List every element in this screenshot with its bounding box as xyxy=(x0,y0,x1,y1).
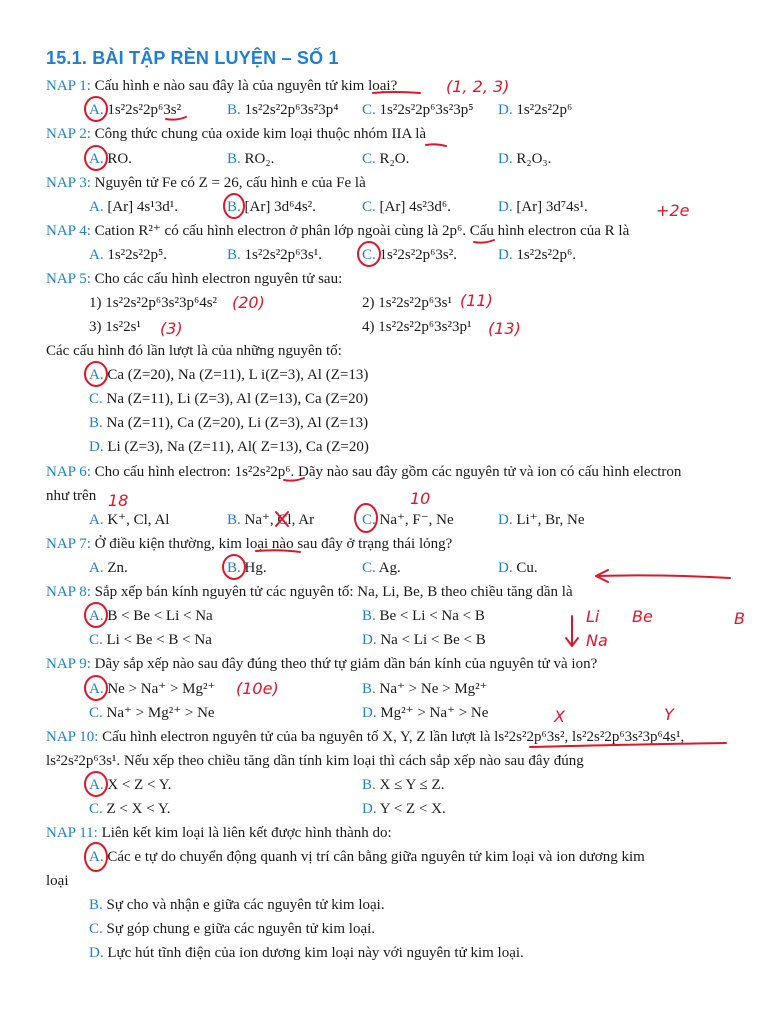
line-text: 1s²2s²2p⁶3s²3p⁵ xyxy=(375,102,474,118)
option-letter: D. xyxy=(362,705,377,721)
line-text: ls²2s²2p⁶3s¹. Nếu xếp theo chiều tăng dần tính kim loại thì cách sắp xếp nào sau đây đúng xyxy=(46,753,584,769)
option-letter: B. xyxy=(362,608,376,624)
option-letter: C. xyxy=(362,199,376,215)
note-cfg2: (11) xyxy=(460,291,493,310)
line-text: Dãy sắp xếp nào sau đây đúng theo thứ tự giảm dần bán kính của nguyên tử và ion? xyxy=(90,656,598,672)
note-nap6-18: 18 xyxy=(108,491,129,510)
answer-option xyxy=(89,606,213,626)
line-text: Mg²⁺ > Na⁺ > Ne xyxy=(376,705,489,721)
answer-option xyxy=(362,679,488,699)
note-nap8-na: Na xyxy=(586,631,608,650)
question-number: NAP 10: xyxy=(46,729,99,745)
text-line xyxy=(89,293,217,313)
option-letter: A. xyxy=(89,777,104,793)
answer-option xyxy=(89,919,375,939)
answer-option xyxy=(362,799,446,819)
option-letter: A. xyxy=(89,560,104,576)
option-letter: D. xyxy=(362,801,377,817)
line-text: Na⁺, F⁻, Ne xyxy=(375,512,454,528)
line-text: loại xyxy=(46,873,69,889)
option-letter: D. xyxy=(89,439,104,455)
option-letter: A. xyxy=(89,151,104,167)
line-text: 1s²2s²2p⁶3s². xyxy=(375,247,457,263)
question-stem xyxy=(46,221,629,241)
line-text: Công thức chung của oxide kim loại thuộc nhóm IIA là xyxy=(90,126,427,142)
option-letter: B. xyxy=(227,151,241,167)
answer-option xyxy=(362,197,451,217)
question-number: NAP 9: xyxy=(46,656,91,672)
answer-option xyxy=(362,775,444,795)
answer-option xyxy=(498,197,588,217)
question-stem xyxy=(46,534,452,554)
option-letter: B. xyxy=(227,247,241,263)
option-letter: D. xyxy=(498,512,513,528)
line-text: Zn. xyxy=(103,560,128,576)
answer-option xyxy=(89,679,215,699)
answer-option xyxy=(362,630,486,650)
line-text: Sắp xếp bán kính nguyên tử các nguyên tố: Na, Li, Be, B theo chiều tăng dần là xyxy=(90,584,573,600)
answer-option xyxy=(362,510,454,530)
option-letter: D. xyxy=(498,199,513,215)
line-text: 2) 1s²2s²2p⁶3s¹ xyxy=(362,295,452,311)
line-text: [Ar] 3d⁷4s¹. xyxy=(512,199,588,215)
line-text: RO. xyxy=(103,151,132,167)
line-text: Cho các cấu hình electron nguyên tử sau: xyxy=(90,271,343,287)
question-stem xyxy=(46,173,366,193)
answer-option xyxy=(89,365,368,385)
question-stem xyxy=(46,654,597,674)
line-text: Liên kết kim loại là liên kết được hình thành do: xyxy=(97,825,392,841)
line-text: Be < Li < Na < B xyxy=(375,608,485,624)
line-text: 4) 1s²2s²2p⁶3s²3p¹ xyxy=(362,319,472,335)
line-text: Na⁺ > Mg²⁺ > Ne xyxy=(102,705,215,721)
option-letter: B. xyxy=(362,777,376,793)
option-letter: D. xyxy=(498,102,513,118)
option-letter: D. xyxy=(498,151,513,167)
question-stem xyxy=(46,76,397,96)
option-letter: A. xyxy=(89,102,104,118)
text-line xyxy=(46,341,342,361)
answer-option xyxy=(89,149,132,169)
line-text: Ag. xyxy=(375,560,401,576)
option-letter: A. xyxy=(89,199,104,215)
line-text: Cấu hình e nào sau đây là của nguyên tử kim loại? xyxy=(90,78,398,94)
line-text: 1s²2s²2p⁵. xyxy=(103,247,167,263)
answer-option xyxy=(498,510,584,530)
answer-option xyxy=(362,606,485,626)
option-letter: A. xyxy=(89,681,104,697)
answer-option xyxy=(89,703,215,723)
answer-option xyxy=(362,100,473,120)
question-number: NAP 11: xyxy=(46,825,98,841)
note-cfg4: (13) xyxy=(488,319,521,338)
answer-option xyxy=(362,149,409,169)
note-nap8-be: Be xyxy=(632,607,653,626)
option-letter: C. xyxy=(362,512,376,528)
option-letter: A. xyxy=(89,849,104,865)
question-stem xyxy=(46,823,392,843)
line-text: X < Z < Y. xyxy=(103,777,172,793)
line-text: Ne > Na⁺ > Mg²⁺ xyxy=(103,681,216,697)
line-text: Sự góp chung e giữa các nguyên tử kim loại. xyxy=(102,921,376,937)
answer-option xyxy=(362,558,401,578)
answer-option xyxy=(498,558,538,578)
option-letter: A. xyxy=(89,247,104,263)
line-text: K⁺, Cl, Al xyxy=(103,512,170,528)
line-text: R₂O. xyxy=(375,151,410,167)
line-text: 1s²2s²2p⁶3s¹. xyxy=(240,247,322,263)
option-letter: B. xyxy=(89,415,103,431)
note-nap6-10: 10 xyxy=(410,489,431,508)
text-line xyxy=(46,871,69,891)
question-number: NAP 6: xyxy=(46,464,91,480)
line-text: Li (Z=3), Na (Z=11), Al( Z=13), Ca (Z=20) xyxy=(103,439,369,455)
line-text: Na⁺ > Ne > Mg²⁺ xyxy=(375,681,488,697)
line-text: [Ar] 4s¹3d¹. xyxy=(103,199,178,215)
line-text: [Ar] 4s²3d⁶. xyxy=(375,199,451,215)
line-text: Hg. xyxy=(240,560,267,576)
line-text: Cấu hình electron nguyên tử của ba nguyên tố X, Y, Z lần lượt là ls²2s²2p⁶3s², ls²2s²2p⁶3s²3p⁶4s¹, xyxy=(98,729,685,745)
text-line xyxy=(362,293,452,313)
question-stem xyxy=(46,727,684,747)
answer-option xyxy=(498,245,576,265)
option-letter: C. xyxy=(89,391,103,407)
answer-option xyxy=(89,510,169,530)
line-text: R₂O₃. xyxy=(512,151,552,167)
answer-option xyxy=(498,100,572,120)
option-letter: D. xyxy=(89,945,104,961)
text-line xyxy=(89,317,141,337)
option-letter: C. xyxy=(362,560,376,576)
answer-option xyxy=(227,510,314,530)
line-text: Na⁺, Cl, Ar xyxy=(240,512,315,528)
answer-option xyxy=(89,943,524,963)
page-title: 15.1. BÀI TẬP RÈN LUYỆN – SỐ 1 xyxy=(46,48,339,68)
question-number: NAP 2: xyxy=(46,126,91,142)
option-letter: B. xyxy=(227,199,241,215)
note-nap10-y: Y xyxy=(664,705,674,724)
option-letter: C. xyxy=(89,632,103,648)
answer-option xyxy=(227,558,267,578)
underline-iia xyxy=(426,144,446,146)
line-text: B < Be < Li < Na xyxy=(103,608,213,624)
line-text: Cation R²⁺ có cấu hình electron ở phân lớp ngoài cùng là 2p⁶. Cấu hình electron của R là xyxy=(90,223,630,239)
text-line xyxy=(46,486,96,506)
option-letter: B. xyxy=(89,897,103,913)
option-letter: A. xyxy=(89,608,104,624)
note-nap9: (10e) xyxy=(236,679,279,698)
option-letter: C. xyxy=(362,102,376,118)
question-number: NAP 5: xyxy=(46,271,91,287)
line-text: 1) 1s²2s²2p⁶3s²3p⁶4s² xyxy=(89,295,218,311)
line-text: Nguyên tử Fe có Z = 26, cấu hình e của Fe là xyxy=(90,175,366,191)
question-number: NAP 4: xyxy=(46,223,91,239)
line-text: Lực hút tĩnh điện của ion dương kim loại này với nguyên tử kim loại. xyxy=(103,945,524,961)
line-text: 1s²2s²2p⁶3s²3p⁴ xyxy=(240,102,339,118)
option-letter: D. xyxy=(362,632,377,648)
arrow-down-nap8 xyxy=(566,616,578,646)
answer-option xyxy=(227,197,316,217)
answer-option xyxy=(89,100,181,120)
answer-option xyxy=(89,630,212,650)
option-letter: B. xyxy=(227,560,241,576)
line-text: như trên xyxy=(46,488,97,504)
question-number: NAP 7: xyxy=(46,536,91,552)
line-text: 1s²2s²2p⁶ xyxy=(512,102,573,118)
option-letter: C. xyxy=(362,151,376,167)
line-text: Na (Z=11), Ca (Z=20), Li (Z=3), Al (Z=13) xyxy=(102,415,369,431)
option-letter: B. xyxy=(227,512,241,528)
line-text: Các e tự do chuyển động quanh vị trí cân bằng giữa nguyên tử kim loại và ion dương kim xyxy=(103,849,645,865)
option-letter: D. xyxy=(498,247,513,263)
note-cfg3: (3) xyxy=(160,319,183,338)
line-text: Na < Li < Be < B xyxy=(376,632,486,648)
question-number: NAP 1: xyxy=(46,78,91,94)
text-line xyxy=(46,751,584,771)
note-nap10-x: X xyxy=(554,707,565,726)
line-text: Cu. xyxy=(512,560,538,576)
question-number: NAP 3: xyxy=(46,175,91,191)
option-letter: A. xyxy=(89,512,104,528)
line-text: 3) 1s²2s¹ xyxy=(89,319,141,335)
line-text: Na (Z=11), Li (Z=3), Al (Z=13), Ca (Z=20) xyxy=(102,391,369,407)
line-text: Các cấu hình đó lần lượt là của những nguyên tố: xyxy=(46,343,342,359)
line-text: 1s²2s²2p⁶. xyxy=(512,247,576,263)
option-letter: A. xyxy=(89,367,104,383)
line-text: Y < Z < X. xyxy=(376,801,446,817)
option-letter: C. xyxy=(89,921,103,937)
question-stem xyxy=(46,582,573,602)
note-nap3: +2e xyxy=(656,201,690,220)
answer-option xyxy=(89,895,385,915)
answer-option xyxy=(89,413,368,433)
question-stem xyxy=(46,462,681,482)
answer-option xyxy=(89,847,645,867)
answer-option xyxy=(89,245,167,265)
text-line xyxy=(362,317,471,337)
option-letter: C. xyxy=(89,801,103,817)
note-nap1: (1, 2, 3) xyxy=(446,77,510,96)
line-text: Li < Be < B < Na xyxy=(102,632,212,648)
note-nap8-li: Li xyxy=(586,607,600,626)
question-number: NAP 8: xyxy=(46,584,91,600)
option-letter: B. xyxy=(362,681,376,697)
question-stem xyxy=(46,269,342,289)
line-text: Cho cấu hình electron: 1s²2s²2p⁶. Dãy nào sau đây gồm các nguyên tử và ion có cấu hình electron xyxy=(90,464,682,480)
option-letter: D. xyxy=(498,560,513,576)
question-stem xyxy=(46,124,426,144)
answer-option xyxy=(227,100,338,120)
option-letter: B. xyxy=(227,102,241,118)
answer-option xyxy=(89,558,128,578)
answer-option xyxy=(89,389,368,409)
answer-option xyxy=(89,437,369,457)
line-text: X ≤ Y ≤ Z. xyxy=(375,777,445,793)
answer-option xyxy=(227,149,274,169)
line-text: Ở điều kiện thường, kim loại nào sau đây ở trạng thái lỏng? xyxy=(90,536,453,552)
line-text: RO₂. xyxy=(240,151,275,167)
answer-option xyxy=(89,775,171,795)
line-text: [Ar] 3d⁶4s². xyxy=(240,199,316,215)
answer-option xyxy=(89,197,178,217)
line-text: Ca (Z=20), Na (Z=11), L i(Z=3), Al (Z=13) xyxy=(103,367,369,383)
answer-option xyxy=(227,245,322,265)
answer-option xyxy=(498,149,551,169)
line-text: 1s²2s²2p⁶3s² xyxy=(103,102,182,118)
option-letter: C. xyxy=(89,705,103,721)
answer-option xyxy=(89,799,171,819)
line-text: Li⁺, Br, Ne xyxy=(512,512,585,528)
line-text: Sự cho và nhận e giữa các nguyên tử kim loại. xyxy=(102,897,385,913)
answer-option xyxy=(362,245,457,265)
note-nap8-b: B xyxy=(734,609,745,628)
note-cfg1: (20) xyxy=(232,293,265,312)
answer-option xyxy=(362,703,488,723)
line-text: Z < X < Y. xyxy=(102,801,171,817)
arrow-nap8 xyxy=(596,570,730,582)
option-letter: C. xyxy=(362,247,376,263)
